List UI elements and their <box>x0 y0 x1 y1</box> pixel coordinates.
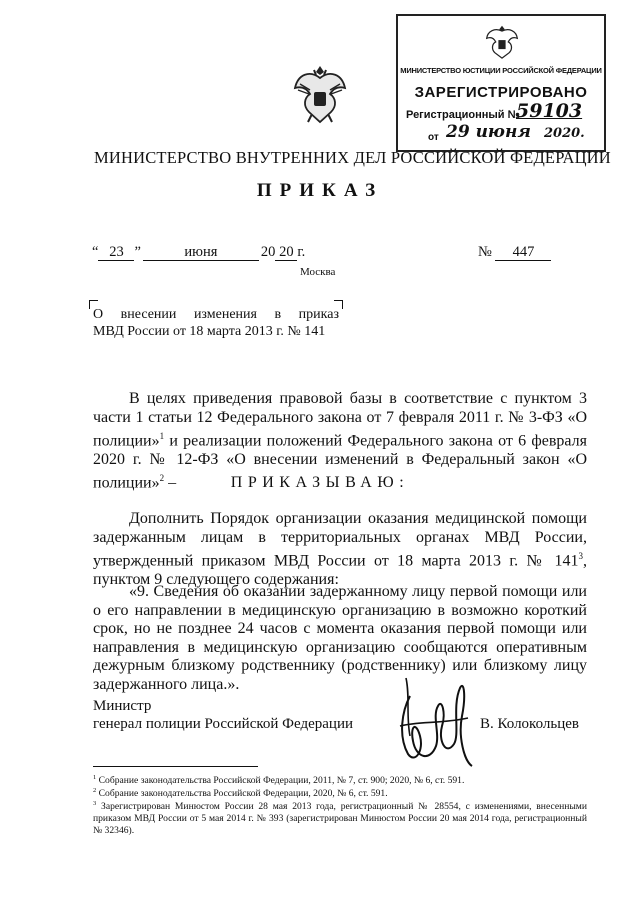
stamp-year-value: 2020. <box>544 126 585 141</box>
stamp-date-label: от <box>428 132 439 143</box>
stamp-date-value: 29 июня <box>446 122 531 142</box>
footnote-text: Собрание законодательства Российской Федерации, 2020, № 6, ст. 591. <box>96 788 388 800</box>
preamble-text: В целях приведения правовой базы в соответствие с пунктом 3 части 1 статьи 12 Федерального закона от 7 февраля 2011 г. № 3-ФЗ «О полиции» <box>93 390 587 450</box>
inserted-clause: «9. Сведения об оказании задержанному лицу первой помощи или о его направлении в медицинскую организацию в возможно короткий срок, но не позднее 24 часов с момента оказания первой помощи или направления в медицинскую организацию сообщаются оперативным дежурным близкому родственнику (родственнику) или близкому лицу задержанного лица.». <box>93 583 587 693</box>
document-title: ПРИКАЗ <box>256 180 384 201</box>
order-number-row <box>478 244 551 261</box>
bracket-top-right <box>334 300 343 309</box>
footnote-3 <box>93 798 587 837</box>
ministry-name: МИНИСТЕРСТВО ВНУТРЕННИХ ДЕЛ РОССИЙСКОЙ ФЕДЕРАЦИИ <box>94 148 611 167</box>
footnote-ref-2: 2 <box>159 473 165 484</box>
order-month: июня <box>143 244 259 261</box>
orders-heading: ПРИКАЗЫВАЮ: <box>230 474 410 491</box>
footnote-ref-1: 1 <box>159 431 165 441</box>
signatory-position: Министр <box>93 698 152 714</box>
quote-close: ” <box>134 244 141 260</box>
main-text-end: , пунктом 9 следующего содержания: <box>93 552 587 588</box>
footnote-text: Зарегистрирован Минюстом России 28 мая 2013 года, регистрационный № 28554, с изменениями, внесенными приказом МВД России от 5 мая 2014 г. № 393 (зарегистрирован Минюстом России 20 мая 2014 года, регистрационный № 32346). <box>93 801 587 837</box>
eagle-emblem-icon <box>484 22 520 60</box>
main-text: Дополнить Порядок организации оказания медицинской помощи задержанным лицам в территориальных органах МВД России, утвержденный приказом МВД России от 18 марта 2013 г. № 141 <box>93 510 587 570</box>
stamp-reg-label: Регистрационный № <box>406 109 520 121</box>
footnote-text: Собрание законодательства Российской Федерации, 2011, № 7, ст. 900; 2020, № 6, ст. 591. <box>96 775 465 787</box>
stamp-registered: ЗАРЕГИСТРИРОВАНО <box>414 84 588 101</box>
quote-open: “ <box>92 244 99 260</box>
order-number: 447 <box>495 244 551 261</box>
main-paragraph <box>93 510 587 589</box>
order-day: 23 <box>98 244 134 261</box>
order-number-label: № <box>478 244 492 260</box>
footnote-mark: 2 <box>93 787 97 794</box>
order-year-suffix: 20 <box>275 244 297 261</box>
order-subject <box>93 306 339 340</box>
footnote-divider <box>93 766 258 767</box>
order-year-unit: г. <box>297 244 306 260</box>
signatory-rank: генерал полиции Российской Федерации <box>93 716 354 732</box>
handwritten-signature <box>380 666 490 776</box>
order-year-prefix: 20 <box>260 244 276 260</box>
stamp-reg-number: 59103 <box>516 100 583 122</box>
footnote-mark: 1 <box>93 774 97 781</box>
preamble-end: – <box>164 474 177 492</box>
subject-line-1: О внесении изменения в приказ <box>93 307 339 322</box>
signatory-name: В. Колокольцев <box>480 716 579 732</box>
registration-stamp <box>396 14 606 152</box>
preamble-continued: и реализации положений Федерального закона от 6 февраля 2020 г. № 12-ФЗ «О внесении изменений в Федеральный закон «О полиции» <box>93 432 587 492</box>
bracket-top-left <box>89 300 98 309</box>
stamp-organization: МИНИСТЕРСТВО ЮСТИЦИИ РОССИЙСКОЙ ФЕДЕРАЦИИ <box>400 66 602 75</box>
footnote-ref-3: 3 <box>578 551 583 561</box>
coat-of-arms-icon <box>292 64 348 126</box>
subject-line-2: МВД России от 18 марта 2013 г. № 141 <box>93 324 326 339</box>
order-city: Москва <box>300 266 336 278</box>
footnote-mark: 3 <box>93 800 97 807</box>
order-date <box>92 244 305 261</box>
